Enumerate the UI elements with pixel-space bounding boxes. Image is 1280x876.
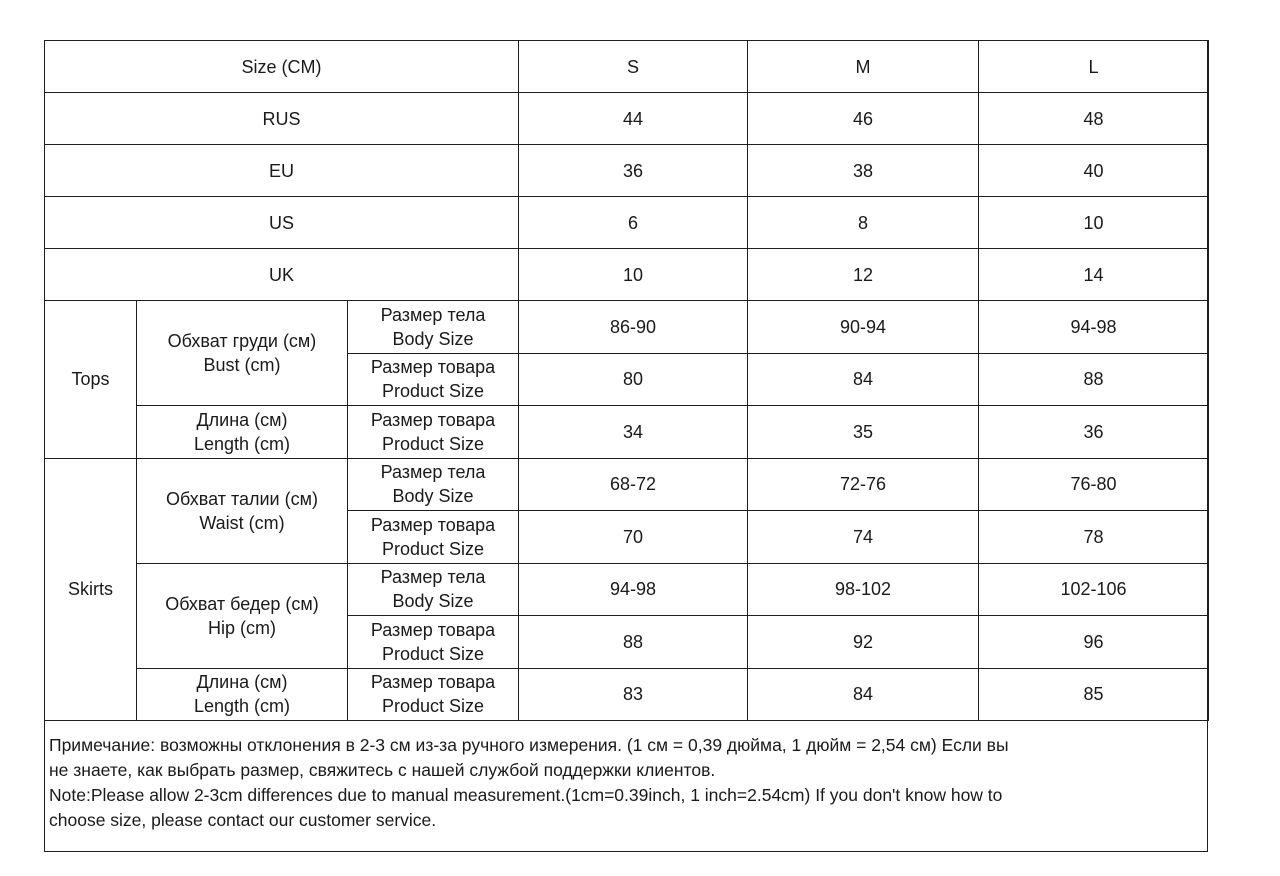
measure-waist bbox=[137, 458, 348, 563]
measure-value: 102-106 bbox=[979, 563, 1209, 616]
size-type-en: Product Size bbox=[381, 643, 485, 664]
size-type-body bbox=[348, 301, 519, 354]
measure-value: 78 bbox=[979, 511, 1209, 564]
standard-label: EU bbox=[45, 145, 519, 197]
measure-value: 68-72 bbox=[519, 458, 748, 511]
table-row-us bbox=[45, 197, 1209, 249]
standard-value: 36 bbox=[519, 145, 748, 197]
table-row-tops-bust-body bbox=[45, 301, 1209, 354]
standard-label: UK bbox=[45, 249, 519, 301]
measure-value: 76-80 bbox=[979, 458, 1209, 511]
measure-value: 96 bbox=[979, 616, 1209, 669]
size-type-en: Product Size bbox=[381, 696, 485, 717]
measure-value: 84 bbox=[748, 353, 979, 406]
measure-label-ru: Обхват талии (см) bbox=[166, 488, 318, 509]
size-header-l: L bbox=[979, 41, 1209, 93]
measure-label-en: Length (cm) bbox=[193, 433, 291, 454]
measure-label-ru: Обхват бедер (см) bbox=[165, 593, 319, 614]
measure-label-en: Length (cm) bbox=[193, 696, 291, 717]
measure-value: 74 bbox=[748, 511, 979, 564]
measurement-note bbox=[49, 733, 1199, 833]
standard-value: 12 bbox=[748, 249, 979, 301]
size-type-ru: Размер тела bbox=[380, 304, 486, 325]
standard-value: 8 bbox=[748, 197, 979, 249]
measure-value: 84 bbox=[748, 668, 979, 721]
standard-label: US bbox=[45, 197, 519, 249]
measure-value: 85 bbox=[979, 668, 1209, 721]
size-chart-table bbox=[44, 40, 1209, 721]
size-type-ru: Размер тела bbox=[380, 567, 486, 588]
size-type-product bbox=[348, 511, 519, 564]
table-row-eu bbox=[45, 145, 1209, 197]
standard-value: 46 bbox=[748, 93, 979, 145]
size-type-body bbox=[348, 563, 519, 616]
measure-value: 94-98 bbox=[519, 563, 748, 616]
measure-value: 70 bbox=[519, 511, 748, 564]
measure-value: 98-102 bbox=[748, 563, 979, 616]
measure-bust bbox=[137, 301, 348, 406]
measure-value: 92 bbox=[748, 616, 979, 669]
header-row bbox=[45, 41, 1209, 93]
standard-value: 10 bbox=[519, 249, 748, 301]
size-type-product bbox=[348, 616, 519, 669]
standard-value: 48 bbox=[979, 93, 1209, 145]
size-type-ru: Размер тела bbox=[380, 462, 486, 483]
size-type-body bbox=[348, 458, 519, 511]
table-row-skirts-waist-body bbox=[45, 458, 1209, 511]
size-type-product bbox=[348, 353, 519, 406]
size-type-ru: Размер товара bbox=[370, 514, 496, 535]
standard-value: 10 bbox=[979, 197, 1209, 249]
table-row-tops-length bbox=[45, 406, 1209, 459]
table-row-skirts-length bbox=[45, 668, 1209, 721]
measure-value: 83 bbox=[519, 668, 748, 721]
note-ru-line-2: не знаете, как выбрать размер, свяжитесь с нашей службой поддержки клиентов. bbox=[49, 760, 716, 780]
measure-value: 94-98 bbox=[979, 301, 1209, 354]
size-type-en: Body Size bbox=[392, 328, 474, 349]
standard-label: RUS bbox=[45, 93, 519, 145]
size-type-en: Body Size bbox=[392, 591, 474, 612]
size-type-ru: Размер товара bbox=[370, 619, 496, 640]
size-type-en: Product Size bbox=[381, 538, 485, 559]
size-type-ru: Размер товара bbox=[370, 672, 496, 693]
table-row-uk bbox=[45, 249, 1209, 301]
measure-hip bbox=[137, 563, 348, 668]
size-type-ru: Размер товара bbox=[370, 409, 496, 430]
size-header-label: Size (CM) bbox=[45, 41, 519, 93]
measure-value: 34 bbox=[519, 406, 748, 459]
standard-value: 44 bbox=[519, 93, 748, 145]
standard-value: 6 bbox=[519, 197, 748, 249]
table-row-skirts-hip-body bbox=[45, 563, 1209, 616]
size-header-s: S bbox=[519, 41, 748, 93]
measure-label-ru: Обхват груди (см) bbox=[167, 331, 317, 351]
size-type-en: Body Size bbox=[392, 486, 474, 507]
measure-length bbox=[137, 406, 348, 459]
table-row-rus bbox=[45, 93, 1209, 145]
measure-label-en: Bust (cm) bbox=[203, 355, 281, 375]
measure-value: 72-76 bbox=[748, 458, 979, 511]
measure-label-en: Hip (cm) bbox=[208, 617, 276, 638]
note-ru-line-1: Примечание: возможны отклонения в 2-3 см из-за ручного измерения. (1 см = 0,39 дюйма, 1 дюйм = 2,54 см) Если вы bbox=[49, 735, 1009, 755]
measure-label-ru: Длина (см) bbox=[196, 672, 288, 693]
size-type-product bbox=[348, 406, 519, 459]
measure-length bbox=[137, 668, 348, 721]
measure-value: 86-90 bbox=[519, 301, 748, 354]
size-type-en: Product Size bbox=[381, 381, 485, 402]
category-skirts: Skirts bbox=[45, 458, 137, 721]
measure-label-en: Waist (cm) bbox=[199, 512, 285, 533]
note-en-line-1: Note:Please allow 2-3cm differences due to manual measurement.(1cm=0.39inch, 1 inch=2.54cm) If you don't know how to bbox=[49, 785, 1003, 805]
size-type-product bbox=[348, 668, 519, 721]
standard-value: 38 bbox=[748, 145, 979, 197]
measure-value: 88 bbox=[979, 353, 1209, 406]
standard-value: 40 bbox=[979, 145, 1209, 197]
measure-value: 90-94 bbox=[748, 301, 979, 354]
measure-value: 88 bbox=[519, 616, 748, 669]
size-header-m: M bbox=[748, 41, 979, 93]
note-en-line-2: choose size, please contact our customer service. bbox=[49, 810, 437, 830]
measure-label-ru: Длина (см) bbox=[196, 409, 288, 430]
standard-value: 14 bbox=[979, 249, 1209, 301]
category-tops: Tops bbox=[45, 301, 137, 459]
measure-value: 35 bbox=[748, 406, 979, 459]
size-type-en: Product Size bbox=[381, 433, 485, 454]
measure-value: 80 bbox=[519, 353, 748, 406]
measure-value: 36 bbox=[979, 406, 1209, 459]
size-type-ru: Размер товара bbox=[370, 357, 496, 378]
